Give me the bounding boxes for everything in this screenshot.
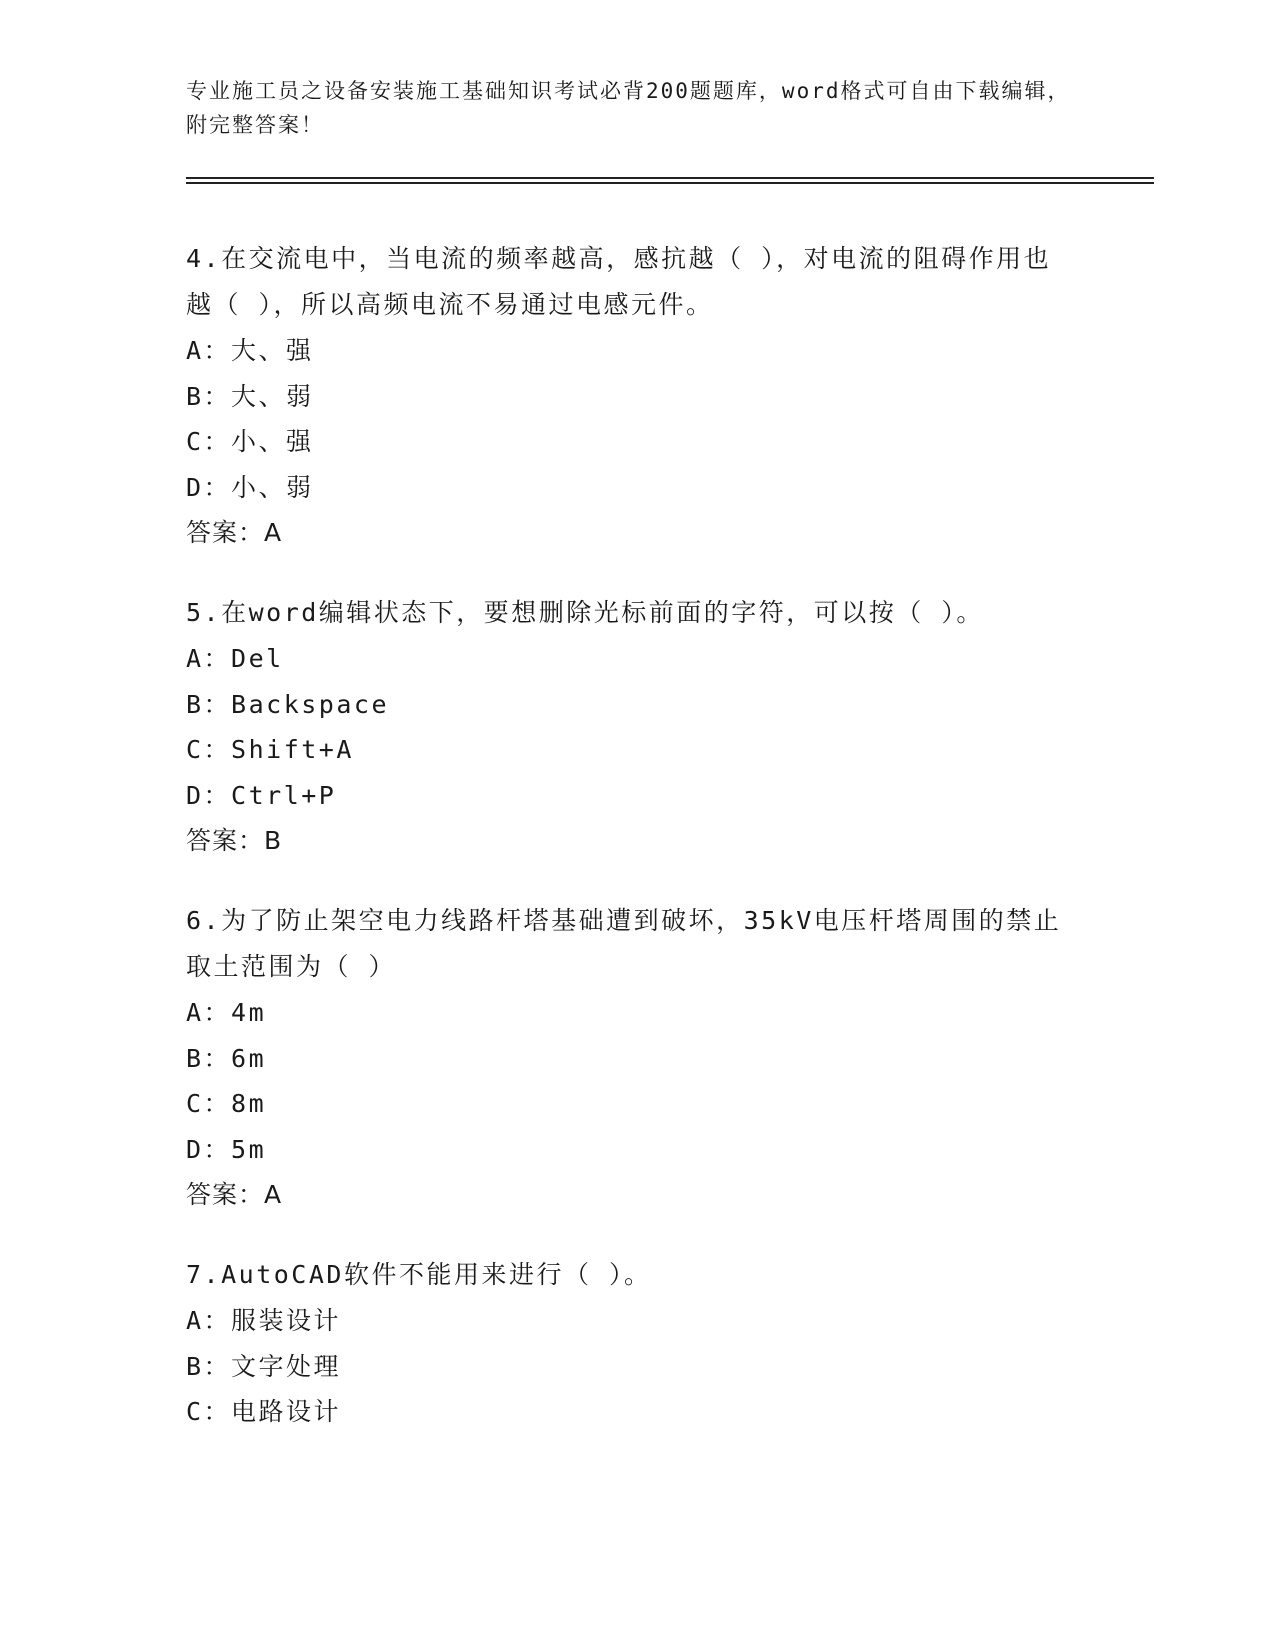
question-stem: 4.在交流电中，当电流的频率越高，感抗越（ ），对电流的阻碍作用也越（ ），所以高频电流不易通过电感元件。 [186, 244, 1052, 319]
answer-line: 答案：A [186, 518, 283, 547]
question-stem: 5.在word编辑状态下，要想删除光标前面的字符，可以按（ ）。 [186, 598, 984, 627]
answer-line: 答案：B [186, 826, 283, 855]
question-7 [186, 1252, 1066, 1435]
question-5 [186, 590, 1066, 864]
question-stem: 6.为了防止架空电力线路杆塔基础遭到破坏，35kV电压杆塔周围的禁止取土范围为（ ） [186, 906, 1062, 981]
header-title: 专业施工员之设备安装施工基础知识考试必背200题题库，word格式可自由下载编辑，附完整答案！ [186, 79, 1071, 137]
option-d: D：Ctrl+P [186, 780, 337, 810]
question-4 [186, 236, 1066, 556]
option-d: D：5m [186, 1134, 267, 1164]
option-b: B：Backspace [186, 689, 390, 719]
question-list [186, 236, 1066, 1469]
option-a: A：4m [186, 998, 267, 1027]
question-6 [186, 898, 1066, 1218]
option-d: D：小、弱 [186, 472, 314, 502]
option-b: B：文字处理 [186, 1351, 342, 1381]
header-divider-bottom [186, 182, 1154, 184]
option-a: A：大、强 [186, 336, 314, 365]
option-c: C：Shift+A [186, 735, 354, 764]
option-a: A：服装设计 [186, 1306, 342, 1335]
option-c: C：电路设计 [186, 1397, 342, 1426]
header-divider-top [186, 177, 1154, 179]
option-c: C：8m [186, 1089, 267, 1118]
question-stem: 7.AutoCAD软件不能用来进行（ ）。 [186, 1260, 652, 1289]
option-b: B：6m [186, 1043, 267, 1073]
option-a: A：Del [186, 644, 284, 673]
option-c: C：小、强 [186, 427, 314, 456]
document-header [186, 74, 1086, 142]
answer-line: 答案：A [186, 1180, 283, 1209]
option-b: B：大、弱 [186, 381, 314, 411]
